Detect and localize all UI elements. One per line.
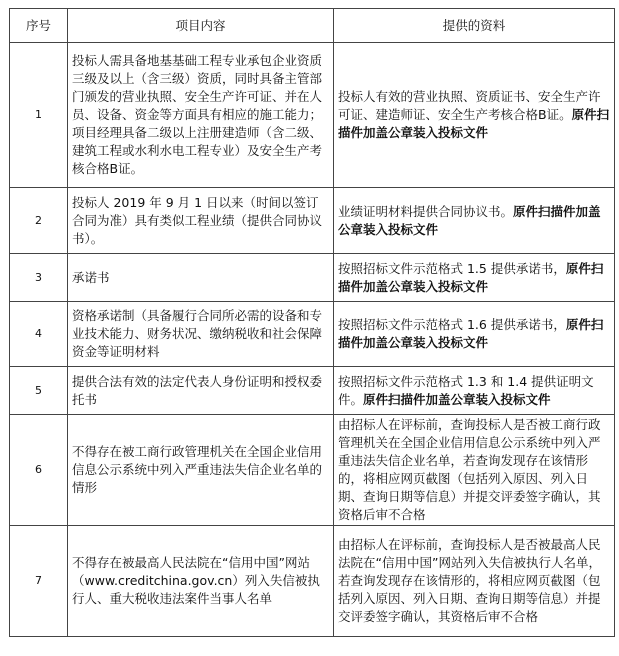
header-row: [10, 9, 615, 43]
row-docs: [334, 254, 615, 302]
row-docs: 由招标人在评标前，查询投标人是否被最高人民法院在“信用中国”网站列入失信被执行人名单，若查询发现存在该情形的，将相应网页截图（包括列入原因、列入日期、查询日期等信息）并提交评委签字确认，其资格后审不合格: [334, 526, 615, 637]
row-docs: [334, 188, 615, 254]
row-docs-bold: 原件扫描件加盖公章装入投标文件: [363, 391, 551, 407]
row-item: 投标人需具备地基基础工程专业承包企业资质三级及以上（含三级）资质，同时具备主管部门颁发的营业执照、安全生产许可证、并在人员、设备、资金等方面具有相应的施工能力；项目经理具备二级以上注册建造师（含二级、建筑工程或水利水电工程专业）及安全生产考核合格B证。: [68, 43, 334, 188]
row-docs-text: 按照招标文件示范格式 1.5 提供承诺书，: [338, 260, 566, 276]
row-number: 1: [10, 43, 68, 188]
table-row: [10, 254, 615, 302]
row-docs: [334, 367, 615, 415]
row-number: 4: [10, 302, 68, 367]
row-docs-text: 按照招标文件示范格式 1.3 和 1.4 提供证明文件。: [338, 373, 594, 407]
row-docs-bold: 原件扫描件加盖公章装入投标文件: [338, 260, 604, 294]
table-row: [10, 43, 615, 188]
requirements-table-wrapper: [9, 8, 615, 637]
row-docs: 由招标人在评标前，查询投标人是否被工商行政管理机关在全国企业信用信息公示系统中列入严重违法失信企业名单，若查询发现存在该情形的，将相应网页截图（包括列入原因、列入日期、查询日期等信息）并提交评委签字确认，其资格后审不合格: [334, 415, 615, 526]
row-number: 6: [10, 415, 68, 526]
row-docs-text: 按照招标文件示范格式 1.6 提供承诺书，: [338, 317, 566, 332]
row-item: 资格承诺制（具备履行合同所必需的设备和专业技术能力、财务状况、缴纳税收和社会保障资金等证明材料: [68, 302, 334, 367]
row-number: 5: [10, 367, 68, 415]
table-row: [10, 367, 615, 415]
row-docs-bold: 原件扫描件加盖公章装入投标文件: [338, 317, 604, 350]
row-docs: [334, 302, 615, 367]
table-row: [10, 188, 615, 254]
header-item: 项目内容: [68, 9, 334, 43]
row-item: 不得存在被工商行政管理机关在全国企业信用信息公示系统中列入严重违法失信企业名单的情形: [68, 415, 334, 526]
header-docs: 提供的资料: [334, 9, 615, 43]
table-row: [10, 302, 615, 367]
row-item: 承诺书: [68, 254, 334, 302]
header-no: 序号: [10, 9, 68, 43]
row-number: 2: [10, 188, 68, 254]
row-number: 7: [10, 526, 68, 637]
row-number: 3: [10, 254, 68, 302]
row-item: 不得存在被最高人民法院在“信用中国”网站（www.creditchina.gov.cn）列入失信被执行人、重大税收违法案件当事人名单: [68, 526, 334, 637]
table-row: [10, 526, 615, 637]
requirements-table: [9, 8, 615, 637]
row-docs-bold: 原件扫描件加盖公章装入投标文件: [338, 203, 601, 237]
row-docs-bold: 原件扫描件加盖公章装入投标文件: [338, 107, 610, 140]
row-docs-text: 业绩证明材料提供合同协议书。: [338, 203, 514, 219]
row-item: 投标人 2019 年 9 月 1 日以来（时间以签订合同为准）具有类似工程业绩（提供合同协议书）。: [68, 188, 334, 254]
table-row: [10, 415, 615, 526]
row-item: 提供合法有效的法定代表人身份证明和授权委托书: [68, 367, 334, 415]
row-docs: [334, 43, 615, 188]
row-docs-text: 投标人有效的营业执照、资质证书、安全生产许可证、建造师证、安全生产考核合格B证。: [338, 89, 601, 122]
